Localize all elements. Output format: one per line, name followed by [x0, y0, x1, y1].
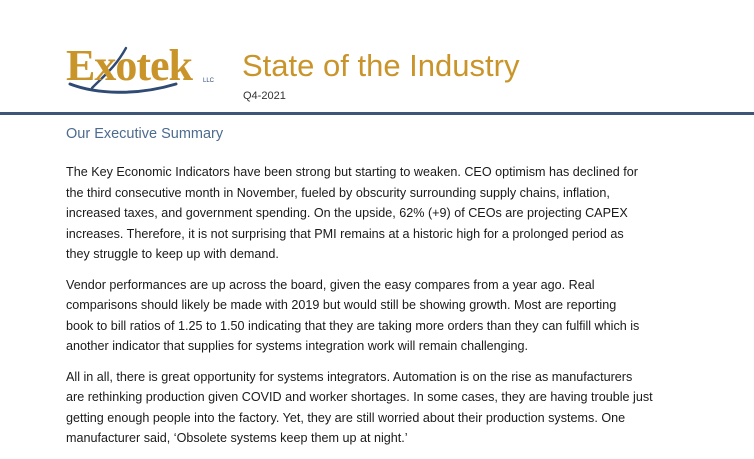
paragraph — [66, 367, 706, 449]
paragraph — [66, 162, 706, 265]
paragraph-line: book to bill ratios of 1.25 to 1.50 indicating that they are taking more orders than they can fulfill which is — [66, 318, 640, 333]
page-title: State of the Industry — [242, 48, 520, 83]
paragraph-line: they struggle to keep up with demand. — [66, 247, 279, 261]
paragraph-line: manufacturer said, ‘Obsolete systems keep them up at night.’ — [66, 431, 408, 445]
paragraph-line: the third consecutive month in November, fueled by obscurity surrounding supply chains, inflation, — [66, 185, 610, 200]
paragraph — [66, 275, 706, 357]
paragraph-line: increases. Therefore, it is not surprising that PMI remains at a historic high for a prolonged period as — [66, 226, 624, 241]
paragraph-line: The Key Economic Indicators have been strong but starting to weaken. CEO optimism has declined for — [66, 165, 638, 179]
section-heading: Our Executive Summary — [66, 126, 224, 142]
paragraph-line: another indicator that supplies for systems integration work will remain challenging. — [66, 339, 528, 353]
paragraph-line: Vendor performances are up across the board, given the easy compares from a year ago. Real — [66, 277, 595, 292]
paragraph-line: increased taxes, and government spending. On the upside, 62% (+9) of CEOs are projecting CAPEX — [66, 206, 628, 220]
logo-wordmark: Exotek — [66, 41, 192, 90]
company-logo — [66, 41, 226, 104]
paragraph-line: comparisons should likely be made with 2019 but would still be showing growth. Most are reporting — [66, 298, 617, 312]
paragraph-line: All in all, there is great opportunity for systems integrators. Automation is on the rise as manufacturers — [66, 369, 633, 384]
paragraph-line: are rethinking production given COVID and worker shortages. In some cases, they are having trouble just — [66, 390, 653, 404]
logo-llc-suffix: LLC — [203, 78, 215, 84]
paragraph-line: getting enough people into the factory. Yet, they are still worried about their production systems. One — [66, 410, 626, 425]
header-divider — [0, 112, 754, 115]
summary-body — [66, 162, 706, 459]
report-period: Q4-2021 — [243, 90, 286, 102]
